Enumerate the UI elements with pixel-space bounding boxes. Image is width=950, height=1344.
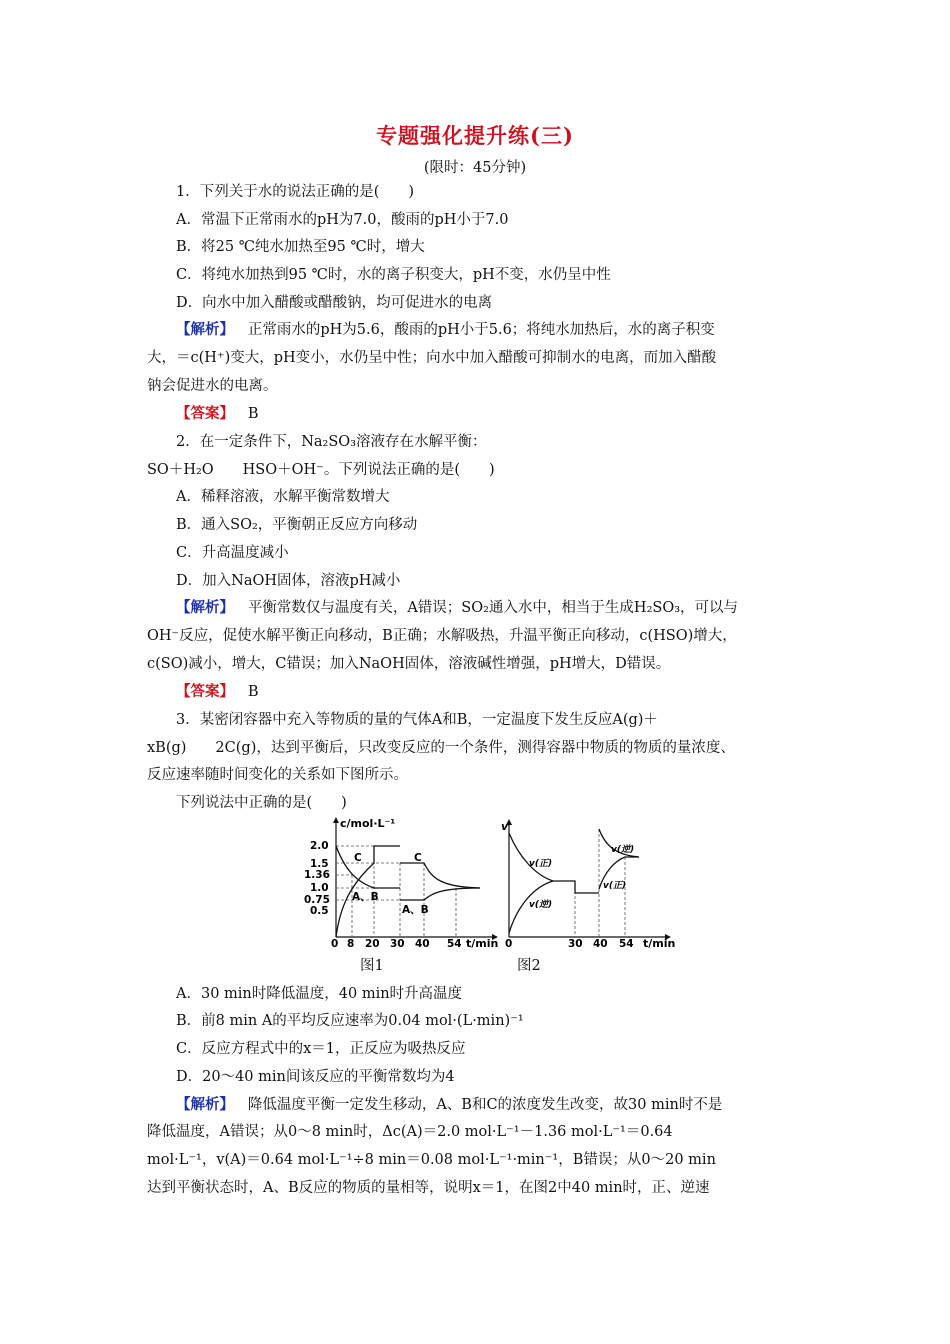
analysis-tag: 【解析】 bbox=[176, 321, 234, 338]
fig1-xtick: 54 bbox=[447, 938, 462, 950]
q1-answer-line bbox=[176, 404, 258, 424]
fig1-xtick: 8 bbox=[347, 938, 355, 950]
q3-option-b: B．前8 min A的平均反应速率为0.04 mol·(L·min)⁻¹ bbox=[176, 1013, 524, 1029]
analysis-tag: 【解析】 bbox=[176, 599, 234, 616]
fig2-ylabel: v bbox=[501, 820, 509, 833]
fig2-xtick: 0 bbox=[505, 938, 513, 950]
q1-option-a: A．常温下正常雨水的pH为7.0，酸雨的pH小于7.0 bbox=[176, 212, 509, 228]
fig2-label-rev: v(逆) bbox=[611, 845, 635, 855]
fig1-y-arrow bbox=[333, 817, 339, 823]
q2-option-b: B．通入SO₂，平衡朝正反应方向移动 bbox=[176, 517, 418, 533]
fig1-ytick: 2.0 bbox=[310, 840, 329, 852]
figure-1-caption: 图1 bbox=[360, 958, 384, 974]
fig2-label-fwd: v(正) bbox=[529, 859, 553, 869]
fig1-curve-c-after bbox=[400, 863, 480, 888]
fig2-xlabel: t/min bbox=[643, 937, 675, 950]
q1-option-c: C．将纯水加热到95 ℃时，水的离子积变大，pH不变，水仍呈中性 bbox=[176, 267, 611, 283]
q3-analysis-2: 降低温度，A错误；从0～8 min时，Δc(A)＝2.0 mol·L⁻¹－1.36 mol·L⁻¹＝0.64 bbox=[147, 1124, 673, 1140]
q3-option-c: C．反应方程式中的x＝1，正反应为吸热反应 bbox=[176, 1041, 466, 1057]
fig1-ytick: 1.0 bbox=[310, 882, 329, 894]
fig1-ytick: 1.36 bbox=[304, 869, 330, 881]
q1-option-b: B．将25 ℃纯水加热至95 ℃时，增大 bbox=[176, 239, 425, 255]
fig2-label-fwd: v(正) bbox=[603, 881, 627, 891]
q3-analysis-line bbox=[176, 1095, 722, 1115]
q1-option-d: D．向水中加入醋酸或醋酸钠，均可促进水的电离 bbox=[176, 295, 493, 311]
fig1-label-ab: A、B bbox=[402, 904, 429, 916]
q1-analysis-line bbox=[176, 320, 715, 340]
fig1-label-c: C bbox=[414, 852, 422, 864]
q3-stem-1: 3．某密闭容器中充入等物质的量的气体A和B，一定温度下发生反应A(g)＋ bbox=[176, 712, 658, 728]
fig1-label-c: C bbox=[354, 852, 362, 864]
q2-equation: SO＋H₂O HSO＋OH⁻。下列说法正确的是( ) bbox=[147, 462, 495, 478]
q3-option-d: D．20～40 min间该反应的平衡常数均为4 bbox=[176, 1069, 455, 1085]
q2-answer: B bbox=[247, 684, 259, 700]
q2-analysis-2: OH⁻反应，促使水解平衡正向移动，B正确；水解吸热，升温平衡正向移动，c(HSO)增大， bbox=[147, 628, 737, 644]
figure-2-rate-graph bbox=[495, 815, 675, 950]
fig2-curve-fwd bbox=[509, 833, 599, 893]
fig1-ytick: 1.5 bbox=[310, 858, 329, 870]
fig1-curve-ab-after bbox=[400, 888, 480, 900]
q2-option-a: A．稀释溶液，水解平衡常数增大 bbox=[176, 489, 390, 505]
page-title: 专题强化提升练(三) bbox=[376, 123, 574, 148]
fig1-ylabel: c/mol·L⁻¹ bbox=[340, 817, 396, 830]
q3-option-a: A．30 min时降低温度，40 min时升高温度 bbox=[176, 986, 463, 1002]
q1-analysis-text: 正常雨水的pH为5.6，酸雨的pH小于5.6；将纯水加热后，水的离子积变 bbox=[247, 322, 715, 338]
fig2-xtick: 40 bbox=[593, 938, 608, 950]
q2-option-c: C．升高温度减小 bbox=[176, 545, 289, 561]
fig2-xtick: 54 bbox=[619, 938, 634, 950]
fig1-xtick: 20 bbox=[365, 938, 380, 950]
q1-analysis-2: 大，＝c(H⁺)变大，pH变小，水仍呈中性；向水中加入醋酸可抑制水的电离，而加入醋酸 bbox=[147, 350, 717, 366]
figure-1-concentration-graph bbox=[300, 815, 500, 950]
q3-analysis-3: mol·L⁻¹，v(A)＝0.64 mol·L⁻¹÷8 min＝0.08 mol·L⁻¹·min⁻¹，B错误；从0～20 min bbox=[147, 1152, 716, 1168]
fig1-ytick: 0.5 bbox=[310, 905, 329, 917]
q2-option-d: D．加入NaOH固体，溶液pH减小 bbox=[176, 573, 401, 589]
q2-stem: 2．在一定条件下，Na₂SO₃溶液存在水解平衡： bbox=[176, 434, 487, 450]
q3-analysis-4: 达到平衡状态时，A、B反应的物质的量相等，说明x＝1，在图2中40 min时，正、逆速 bbox=[147, 1180, 710, 1196]
answer-tag: 【答案】 bbox=[176, 405, 234, 422]
fig1-label-ab: A、B bbox=[352, 891, 379, 903]
fig2-xtick: 30 bbox=[568, 938, 583, 950]
q2-answer-line bbox=[176, 682, 258, 702]
fig1-curve-ab bbox=[336, 846, 400, 888]
answer-tag: 【答案】 bbox=[176, 683, 234, 700]
q1-analysis-3: 钠会促进水的电离。 bbox=[147, 378, 278, 394]
analysis-tag: 【解析】 bbox=[176, 1096, 234, 1113]
q3-stem-3: 反应速率随时间变化的关系如下图所示。 bbox=[147, 767, 408, 783]
q2-analysis-line bbox=[176, 598, 738, 618]
q2-analysis-text: 平衡常数仅与温度有关，A错误；SO₂通入水中，相当于生成H₂SO₃，可以与 bbox=[247, 600, 739, 616]
fig1-ytick: 0.75 bbox=[304, 894, 330, 906]
q3-stem-2: xB(g) 2C(g)，达到平衡后，只改变反应的一个条件，测得容器中物质的物质的量浓度、 bbox=[147, 740, 735, 756]
q1-stem: 1．下列关于水的说法正确的是( ) bbox=[176, 184, 415, 200]
q1-answer: B bbox=[247, 406, 259, 422]
q3-stem-4: 下列说法中正确的是( ) bbox=[176, 795, 347, 811]
fig1-xlabel: t/min bbox=[466, 937, 499, 950]
time-limit: (限时：45分钟) bbox=[423, 160, 527, 176]
fig1-xtick: 0 bbox=[331, 938, 339, 950]
q3-analysis-text: 降低温度平衡一定发生移动，A、B和C的浓度发生改变，故30 min时不是 bbox=[247, 1097, 723, 1113]
fig2-label-rev: v(逆) bbox=[529, 900, 553, 910]
q2-analysis-3: c(SO)减小，增大，C错误；加入NaOH固体，溶液碱性增强，pH增大，D错误。 bbox=[147, 656, 671, 672]
fig1-xtick: 40 bbox=[415, 938, 430, 950]
figure-2-caption: 图2 bbox=[517, 958, 541, 974]
fig1-xtick: 30 bbox=[390, 938, 405, 950]
